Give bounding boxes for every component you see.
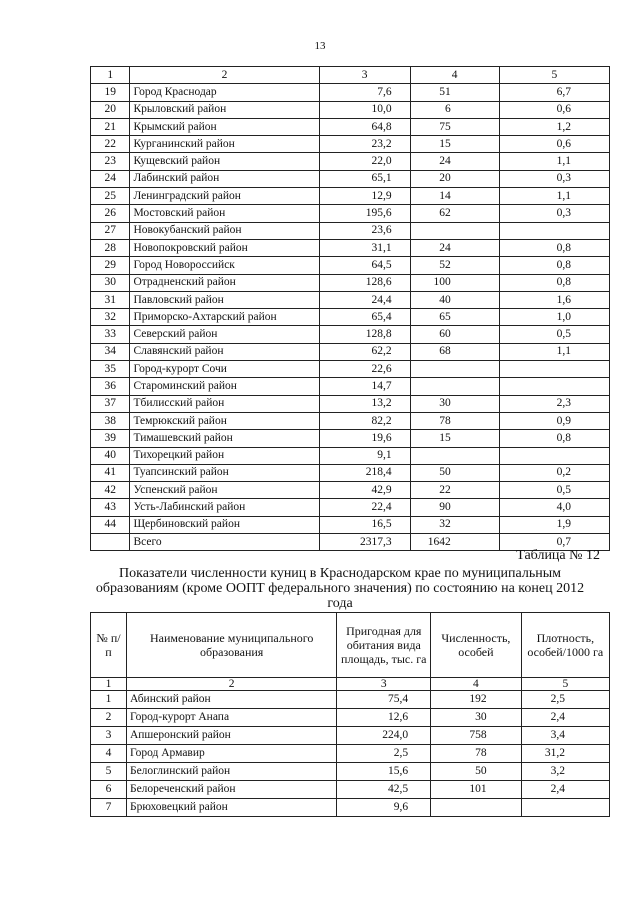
table-label: Таблица № 12	[516, 548, 600, 563]
population-count: 24	[410, 239, 499, 256]
density-value	[499, 447, 609, 464]
density-value: 3,4	[521, 727, 609, 745]
district-name: Староминский район	[130, 378, 319, 395]
district-name: Всего	[130, 534, 319, 551]
habitat-area: 14,7	[319, 378, 410, 395]
density-value: 2,4	[521, 709, 609, 727]
row-number: 19	[91, 84, 130, 101]
habitat-area: 24,4	[319, 291, 410, 308]
row-number: 7	[91, 799, 127, 817]
row-number: 23	[91, 153, 130, 170]
habitat-area: 13,2	[319, 395, 410, 412]
density-value	[499, 378, 609, 395]
district-name: Щербиновский район	[130, 516, 319, 533]
table-row	[91, 136, 610, 153]
density-value: 0,7	[499, 534, 609, 551]
row-number: 20	[91, 101, 130, 118]
density-value: 0,5	[499, 482, 609, 499]
habitat-area: 42,5	[337, 781, 431, 799]
district-name: Город-курорт Анапа	[126, 709, 336, 727]
row-number: 44	[91, 516, 130, 533]
row-number	[91, 534, 130, 551]
district-name: Славянский район	[130, 343, 319, 360]
row-number: 5	[91, 763, 127, 781]
table-row	[91, 709, 610, 727]
table-row	[91, 691, 610, 709]
table-row	[91, 239, 610, 256]
density-value: 6,7	[499, 84, 609, 101]
habitat-area: 64,8	[319, 118, 410, 135]
district-name: Курганинский район	[130, 136, 319, 153]
density-value: 31,2	[521, 745, 609, 763]
district-name: Лабинский район	[130, 170, 319, 187]
district-name: Ленинградский район	[130, 188, 319, 205]
habitat-area: 195,6	[319, 205, 410, 222]
density-value: 3,2	[521, 763, 609, 781]
row-number: 35	[91, 361, 130, 378]
row-number: 26	[91, 205, 130, 222]
header-cell: 3	[337, 678, 431, 691]
row-number: 29	[91, 257, 130, 274]
habitat-area: 65,1	[319, 170, 410, 187]
density-value: 1,6	[499, 291, 609, 308]
row-number: 6	[91, 781, 127, 799]
district-name: Белоглинский район	[126, 763, 336, 781]
table-row	[91, 101, 610, 118]
population-count: 50	[431, 763, 521, 781]
density-value: 0,8	[499, 257, 609, 274]
population-count: 15	[410, 136, 499, 153]
density-value: 0,6	[499, 101, 609, 118]
population-count: 30	[410, 395, 499, 412]
population-count: 30	[431, 709, 521, 727]
district-name: Туапсинский район	[130, 464, 319, 481]
population-count: 65	[410, 309, 499, 326]
density-value: 1,0	[499, 309, 609, 326]
population-count	[431, 799, 521, 817]
district-name: Новопокровский район	[130, 239, 319, 256]
row-number: 34	[91, 343, 130, 360]
density-value	[499, 222, 609, 239]
row-number: 32	[91, 309, 130, 326]
habitat-area: 23,2	[319, 136, 410, 153]
habitat-area: 12,9	[319, 188, 410, 205]
row-number: 3	[91, 727, 127, 745]
row-number: 24	[91, 170, 130, 187]
density-value: 0,6	[499, 136, 609, 153]
column-title: Пригодная для обитания вида площадь, тыс. га	[337, 613, 431, 678]
header-cell: 1	[91, 678, 127, 691]
table-row	[91, 188, 610, 205]
habitat-area: 12,6	[337, 709, 431, 727]
density-value: 0,2	[499, 464, 609, 481]
district-name: Приморско-Ахтарский район	[130, 309, 319, 326]
header-cell: 4	[410, 67, 499, 84]
population-count: 62	[410, 205, 499, 222]
row-number: 43	[91, 499, 130, 516]
district-name: Тбилисский район	[130, 395, 319, 412]
table-row	[91, 326, 610, 343]
habitat-area: 218,4	[319, 464, 410, 481]
column-title: Численность, особей	[431, 613, 521, 678]
district-name: Мостовский район	[130, 205, 319, 222]
habitat-area: 10,0	[319, 101, 410, 118]
district-name: Город Краснодар	[130, 84, 319, 101]
district-name: Тихорецкий район	[130, 447, 319, 464]
table-row	[91, 482, 610, 499]
density-value: 1,2	[499, 118, 609, 135]
table-12	[90, 612, 610, 817]
population-count: 60	[410, 326, 499, 343]
row-number: 1	[91, 691, 127, 709]
population-count	[410, 222, 499, 239]
population-count: 52	[410, 257, 499, 274]
density-value: 1,1	[499, 153, 609, 170]
row-number: 21	[91, 118, 130, 135]
table-row	[91, 170, 610, 187]
table-row	[91, 447, 610, 464]
district-name: Абинский район	[126, 691, 336, 709]
density-value: 0,8	[499, 239, 609, 256]
population-count	[410, 447, 499, 464]
district-name: Крыловский район	[130, 101, 319, 118]
table-row	[91, 343, 610, 360]
habitat-area: 31,1	[319, 239, 410, 256]
row-number: 39	[91, 430, 130, 447]
habitat-area: 82,2	[319, 412, 410, 429]
table-row	[91, 153, 610, 170]
habitat-area: 128,6	[319, 274, 410, 291]
header-cell: 5	[499, 67, 609, 84]
population-count: 75	[410, 118, 499, 135]
table-row	[91, 430, 610, 447]
district-name: Северский район	[130, 326, 319, 343]
density-value: 2,4	[521, 781, 609, 799]
population-count: 6	[410, 101, 499, 118]
district-name: Усть-Лабинский район	[130, 499, 319, 516]
table-row	[91, 205, 610, 222]
density-value: 0,9	[499, 412, 609, 429]
habitat-area: 22,6	[319, 361, 410, 378]
population-count: 758	[431, 727, 521, 745]
row-number: 4	[91, 745, 127, 763]
population-count: 22	[410, 482, 499, 499]
population-count: 1642	[410, 534, 499, 551]
table-row	[91, 464, 610, 481]
habitat-area: 75,4	[337, 691, 431, 709]
table-row	[91, 763, 610, 781]
habitat-area: 16,5	[319, 516, 410, 533]
column-titles-row	[91, 613, 610, 678]
density-value: 4,0	[499, 499, 609, 516]
habitat-area: 224,0	[337, 727, 431, 745]
column-title: № п/п	[91, 613, 127, 678]
density-value: 2,5	[521, 691, 609, 709]
page-number: 13	[314, 40, 326, 52]
habitat-area: 7,6	[319, 84, 410, 101]
row-number: 36	[91, 378, 130, 395]
habitat-area: 64,5	[319, 257, 410, 274]
habitat-area: 42,9	[319, 482, 410, 499]
density-value: 0,3	[499, 170, 609, 187]
table-row	[91, 257, 610, 274]
population-count: 100	[410, 274, 499, 291]
table-title: Показатели численности куниц в Краснодарском крае по муниципальным образованиям (кроме ООПТ федерального значения) по состоянию на конец 2012 года	[95, 566, 585, 611]
table-row	[91, 118, 610, 135]
habitat-area: 22,4	[319, 499, 410, 516]
density-value: 0,8	[499, 430, 609, 447]
district-name: Отрадненский район	[130, 274, 319, 291]
table-row	[91, 727, 610, 745]
row-number: 25	[91, 188, 130, 205]
density-value: 1,1	[499, 343, 609, 360]
table-row	[91, 309, 610, 326]
density-value: 1,9	[499, 516, 609, 533]
district-name: Город Новороссийск	[130, 257, 319, 274]
district-name: Крымский район	[130, 118, 319, 135]
row-number: 33	[91, 326, 130, 343]
district-name: Новокубанский район	[130, 222, 319, 239]
population-count: 78	[431, 745, 521, 763]
population-count: 68	[410, 343, 499, 360]
habitat-area: 65,4	[319, 309, 410, 326]
table-row	[91, 361, 610, 378]
table-row	[91, 395, 610, 412]
density-value	[521, 799, 609, 817]
habitat-area: 128,8	[319, 326, 410, 343]
table-continuation	[90, 66, 610, 551]
table-row	[91, 291, 610, 308]
table-row	[91, 499, 610, 516]
district-name: Брюховецкий район	[126, 799, 336, 817]
district-name: Апшеронский район	[126, 727, 336, 745]
district-name: Город Армавир	[126, 745, 336, 763]
table-row	[91, 378, 610, 395]
column-number-row	[91, 678, 610, 691]
district-name: Успенский район	[130, 482, 319, 499]
density-value: 1,1	[499, 188, 609, 205]
row-number: 38	[91, 412, 130, 429]
row-number: 37	[91, 395, 130, 412]
table-row	[91, 412, 610, 429]
row-number: 40	[91, 447, 130, 464]
habitat-area: 15,6	[337, 763, 431, 781]
district-name: Тимашевский район	[130, 430, 319, 447]
habitat-area: 22,0	[319, 153, 410, 170]
habitat-area: 62,2	[319, 343, 410, 360]
row-number: 30	[91, 274, 130, 291]
habitat-area: 2,5	[337, 745, 431, 763]
density-value: 0,3	[499, 205, 609, 222]
density-value: 0,8	[499, 274, 609, 291]
row-number: 41	[91, 464, 130, 481]
header-cell: 2	[130, 67, 319, 84]
population-count: 15	[410, 430, 499, 447]
population-count: 24	[410, 153, 499, 170]
header-cell: 1	[91, 67, 130, 84]
population-count: 51	[410, 84, 499, 101]
column-number-row	[91, 67, 610, 84]
habitat-area: 2317,3	[319, 534, 410, 551]
population-count: 32	[410, 516, 499, 533]
header-cell: 2	[126, 678, 336, 691]
population-count	[410, 378, 499, 395]
column-title: Наименование муниципального образования	[126, 613, 336, 678]
density-value: 2,3	[499, 395, 609, 412]
table-row	[91, 274, 610, 291]
row-number: 31	[91, 291, 130, 308]
table-row	[91, 84, 610, 101]
population-count	[410, 361, 499, 378]
district-name: Темрюкский район	[130, 412, 319, 429]
district-name: Город-курорт Сочи	[130, 361, 319, 378]
row-number: 42	[91, 482, 130, 499]
table-row	[91, 745, 610, 763]
header-cell: 3	[319, 67, 410, 84]
population-count: 101	[431, 781, 521, 799]
table-row	[91, 516, 610, 533]
row-number: 28	[91, 239, 130, 256]
district-name: Кущевский район	[130, 153, 319, 170]
table-row	[91, 799, 610, 817]
row-number: 27	[91, 222, 130, 239]
habitat-area: 23,6	[319, 222, 410, 239]
table-row	[91, 222, 610, 239]
population-count: 192	[431, 691, 521, 709]
district-name: Белореченский район	[126, 781, 336, 799]
district-name: Павловский район	[130, 291, 319, 308]
habitat-area: 9,6	[337, 799, 431, 817]
habitat-area: 19,6	[319, 430, 410, 447]
header-cell: 4	[431, 678, 521, 691]
population-count: 78	[410, 412, 499, 429]
header-cell: 5	[521, 678, 609, 691]
habitat-area: 9,1	[319, 447, 410, 464]
column-title: Плотность, особей/1000 га	[521, 613, 609, 678]
row-number: 2	[91, 709, 127, 727]
population-count: 50	[410, 464, 499, 481]
population-count: 20	[410, 170, 499, 187]
population-count: 90	[410, 499, 499, 516]
density-value: 0,5	[499, 326, 609, 343]
table-row	[91, 781, 610, 799]
population-count: 40	[410, 291, 499, 308]
population-count: 14	[410, 188, 499, 205]
row-number: 22	[91, 136, 130, 153]
density-value	[499, 361, 609, 378]
